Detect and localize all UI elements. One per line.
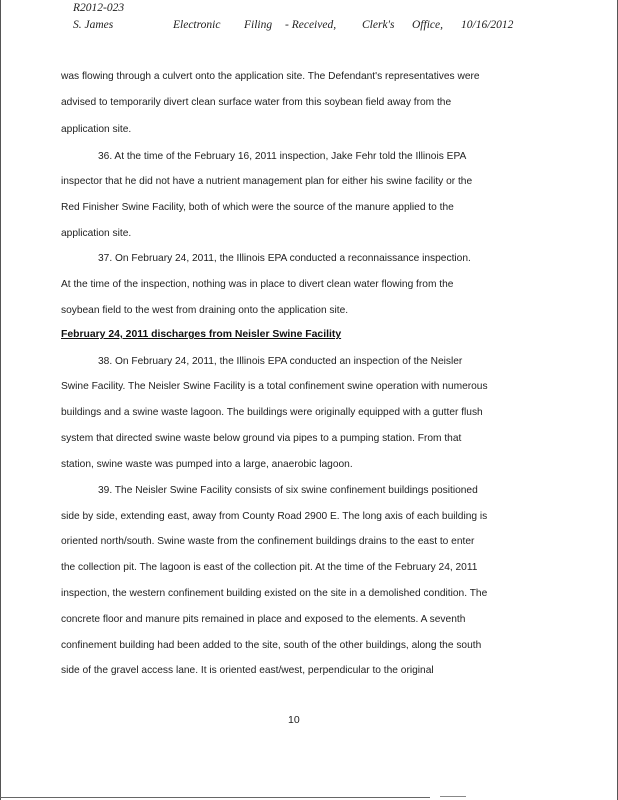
body-line: confinement building had been added to the site, south of the other buildings, along the south [61, 640, 482, 651]
body-line: concrete floor and manure pits remained in place and exposed to the elements. A seventh [61, 614, 466, 625]
stamp-filing: Filing [244, 19, 273, 31]
body-line: the collection pit. The lagoon is east of the collection pit. At the time of the February 24, 2011 [61, 562, 478, 573]
body-line: Red Finisher Swine Facility, both of which were the source of the manure applied to the [61, 202, 454, 213]
body-line: was flowing through a culvert onto the application site. The Defendant's representatives were [61, 71, 480, 82]
stamp-clerks: Clerk's [362, 19, 395, 31]
body-line: inspector that he did not have a nutrient management plan for either his swine facility or the [61, 176, 473, 187]
body-line: inspection, the western confinement building existed on the site in a demolished condition. The [61, 588, 488, 599]
body-line: Swine Facility. The Neisler Swine Facility is a total confinement swine operation with numerous [61, 381, 488, 392]
scan-mark [440, 796, 466, 797]
body-line: soybean field to the west from draining onto the application site. [61, 305, 349, 316]
section-subheading: February 24, 2011 discharges from Neisler Swine Facility [61, 329, 342, 340]
scan-edge-left [0, 0, 1, 800]
stamp-electronic: Electronic [173, 19, 221, 31]
body-line: station, swine waste was pumped into a large, anaerobic lagoon. [61, 459, 353, 470]
paragraph-39-first-line: 39. The Neisler Swine Facility consists of six swine confinement buildings positioned [98, 485, 478, 496]
body-line: system that directed swine waste below ground via pipes to a pumping station. From that [61, 433, 462, 444]
case-name: S. James [73, 19, 114, 31]
stamp-received: - Received, [285, 19, 337, 31]
case-number: R2012-023 [73, 2, 125, 14]
paragraph-37-first-line: 37. On February 24, 2011, the Illinois EPA conducted a reconnaissance inspection. [98, 253, 471, 264]
stamp-office: Office, [412, 19, 443, 31]
stamp-date: 10/16/2012 [461, 19, 514, 31]
body-line: application site. [61, 124, 132, 135]
page-number: 10 [288, 714, 300, 726]
body-line: application site. [61, 228, 132, 239]
body-line: buildings and a swine waste lagoon. The buildings were originally equipped with a gutter flush [61, 407, 483, 418]
body-line: advised to temporarily divert clean surface water from this soybean field away from the [61, 97, 452, 108]
body-line: oriented north/south. Swine waste from the confinement buildings drains to the east to enter [61, 536, 475, 547]
body-line: side by side, extending east, away from County Road 2900 E. The long axis of each building is [61, 511, 488, 522]
body-line: At the time of the inspection, nothing was in place to divert clean water flowing from the [61, 279, 454, 290]
paragraph-36-first-line: 36. At the time of the February 16, 2011 inspection, Jake Fehr told the Illinois EPA [98, 151, 467, 162]
paragraph-38-first-line: 38. On February 24, 2011, the Illinois EPA conducted an inspection of the Neisler [98, 356, 463, 367]
body-line: side of the gravel access lane. It is oriented east/west, perpendicular to the original [61, 665, 434, 676]
scan-edge-bottom [0, 797, 430, 798]
